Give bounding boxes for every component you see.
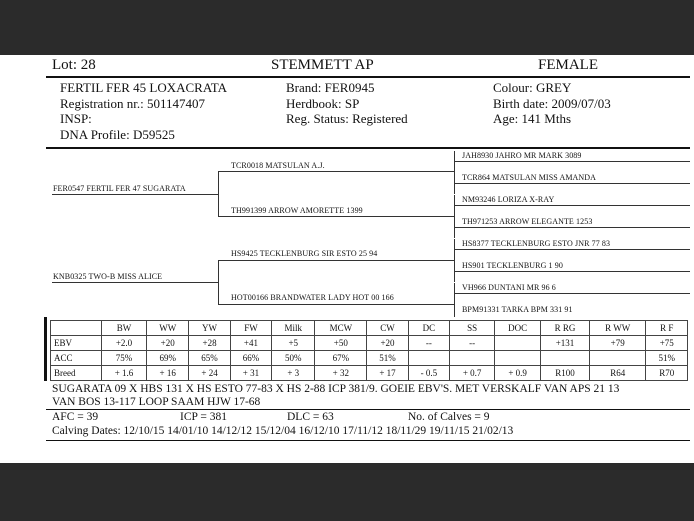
info-column-1 xyxy=(60,80,227,142)
age-field: Age: 141 Mths xyxy=(493,111,571,126)
grandparent-4: HOT00166 BRANDWATER LADY HOT 00 166 xyxy=(231,293,394,302)
grandparent-1: TCR0018 MATSULAN A.J. xyxy=(231,161,325,170)
grandparent-2: TH991399 ARROW AMORETTE 1399 xyxy=(231,206,363,215)
registered-name: FERTIL FER 45 LOXACRATA xyxy=(60,80,228,95)
info-divider xyxy=(46,147,690,149)
great-grandparent-3: NM93246 LORIZA X-RAY xyxy=(462,195,555,204)
dlc-value: DLC = 63 xyxy=(287,411,334,423)
registration-number: Registration nr.: 501147407 xyxy=(60,95,206,111)
grandparent-3: HS9425 TECKLENBURG SIR ESTO 25 94 xyxy=(231,249,378,258)
herdbook-field: Herdbook: SP xyxy=(286,95,360,111)
footer-divider xyxy=(46,440,690,441)
afc-value: AFC = 39 xyxy=(52,411,99,423)
calving-dates: Calving Dates: 12/10/15 14/01/10 14/12/12 15/12/04 16/12/10 17/11/12 18/11/29 19/11/15 21/02/13 xyxy=(52,425,514,437)
table-row: Breed + 1.6 + 16 + 24 + 31 + 3 + 32 + 17 - 0.5 + 0.7 + 0.9 R100 R64 R70 xyxy=(51,366,688,381)
icp-value: ICP = 381 xyxy=(180,411,227,423)
colour-field: Colour: GREY xyxy=(493,80,572,95)
table-header-row: BW WW YW FW Milk MCW CW DC SS DOC R RG R WW R F xyxy=(51,321,688,336)
pedigree-card xyxy=(0,55,694,463)
calves-count: No. of Calves = 9 xyxy=(408,411,490,423)
header-divider xyxy=(46,76,690,78)
great-grandparent-2: TCR864 MATSULAN MISS AMANDA xyxy=(462,173,597,182)
remarks-line-1: SUGARATA 09 X HBS 131 X HS ESTO 77-83 X HS 2-88 ICP 381/9. GOEIE EBV'S. MET VERSKALF VAN APS 21 13 xyxy=(52,383,620,395)
great-grandparent-6: HS901 TECKLENBURG 1 90 xyxy=(462,261,563,270)
info-column-2 xyxy=(286,80,408,127)
great-grandparent-8: BPM91331 TARKA BPM 331 91 xyxy=(462,305,573,314)
sire-name: FER0547 FERTIL FER 47 SUGARATA xyxy=(53,184,186,193)
info-column-3 xyxy=(493,80,611,127)
great-grandparent-1: JAH8930 JAHRO MR MARK 3089 xyxy=(462,151,582,160)
table-left-bar xyxy=(44,317,47,381)
great-grandparent-5: HS8377 TECKLENBURG ESTO JNR 77 83 xyxy=(462,239,611,248)
animal-name: STEMMETT AP xyxy=(271,57,374,73)
table-row: EBV +2.0 +20 +28 +41 +5 +50 +20 -- -- +131 +79 +75 xyxy=(51,336,688,351)
animal-sex: FEMALE xyxy=(538,57,598,73)
ebv-table xyxy=(50,320,688,381)
dna-profile: DNA Profile: D59525 xyxy=(60,126,175,142)
birth-date-field: Birth date: 2009/07/03 xyxy=(493,95,611,111)
reg-status-field: Reg. Status: Registered xyxy=(286,111,408,126)
great-grandparent-7: VH966 DUNTANI MR 96 6 xyxy=(462,283,556,292)
brand-field: Brand: FER0945 xyxy=(286,80,375,95)
remarks-divider xyxy=(46,409,690,410)
remarks-line-2: VAN BOS 13-117 LOOP SAAM HJW 17-68 xyxy=(52,396,261,408)
insp-field: INSP: xyxy=(60,111,92,126)
great-grandparent-4: TH971253 ARROW ELEGANTE 1253 xyxy=(462,217,593,226)
table-row: ACC 75% 69% 65% 66% 50% 67% 51% 51% xyxy=(51,351,688,366)
lot-number: Lot: 28 xyxy=(52,57,96,73)
dam-name: KNB0325 TWO-B MISS ALICE xyxy=(53,272,163,281)
